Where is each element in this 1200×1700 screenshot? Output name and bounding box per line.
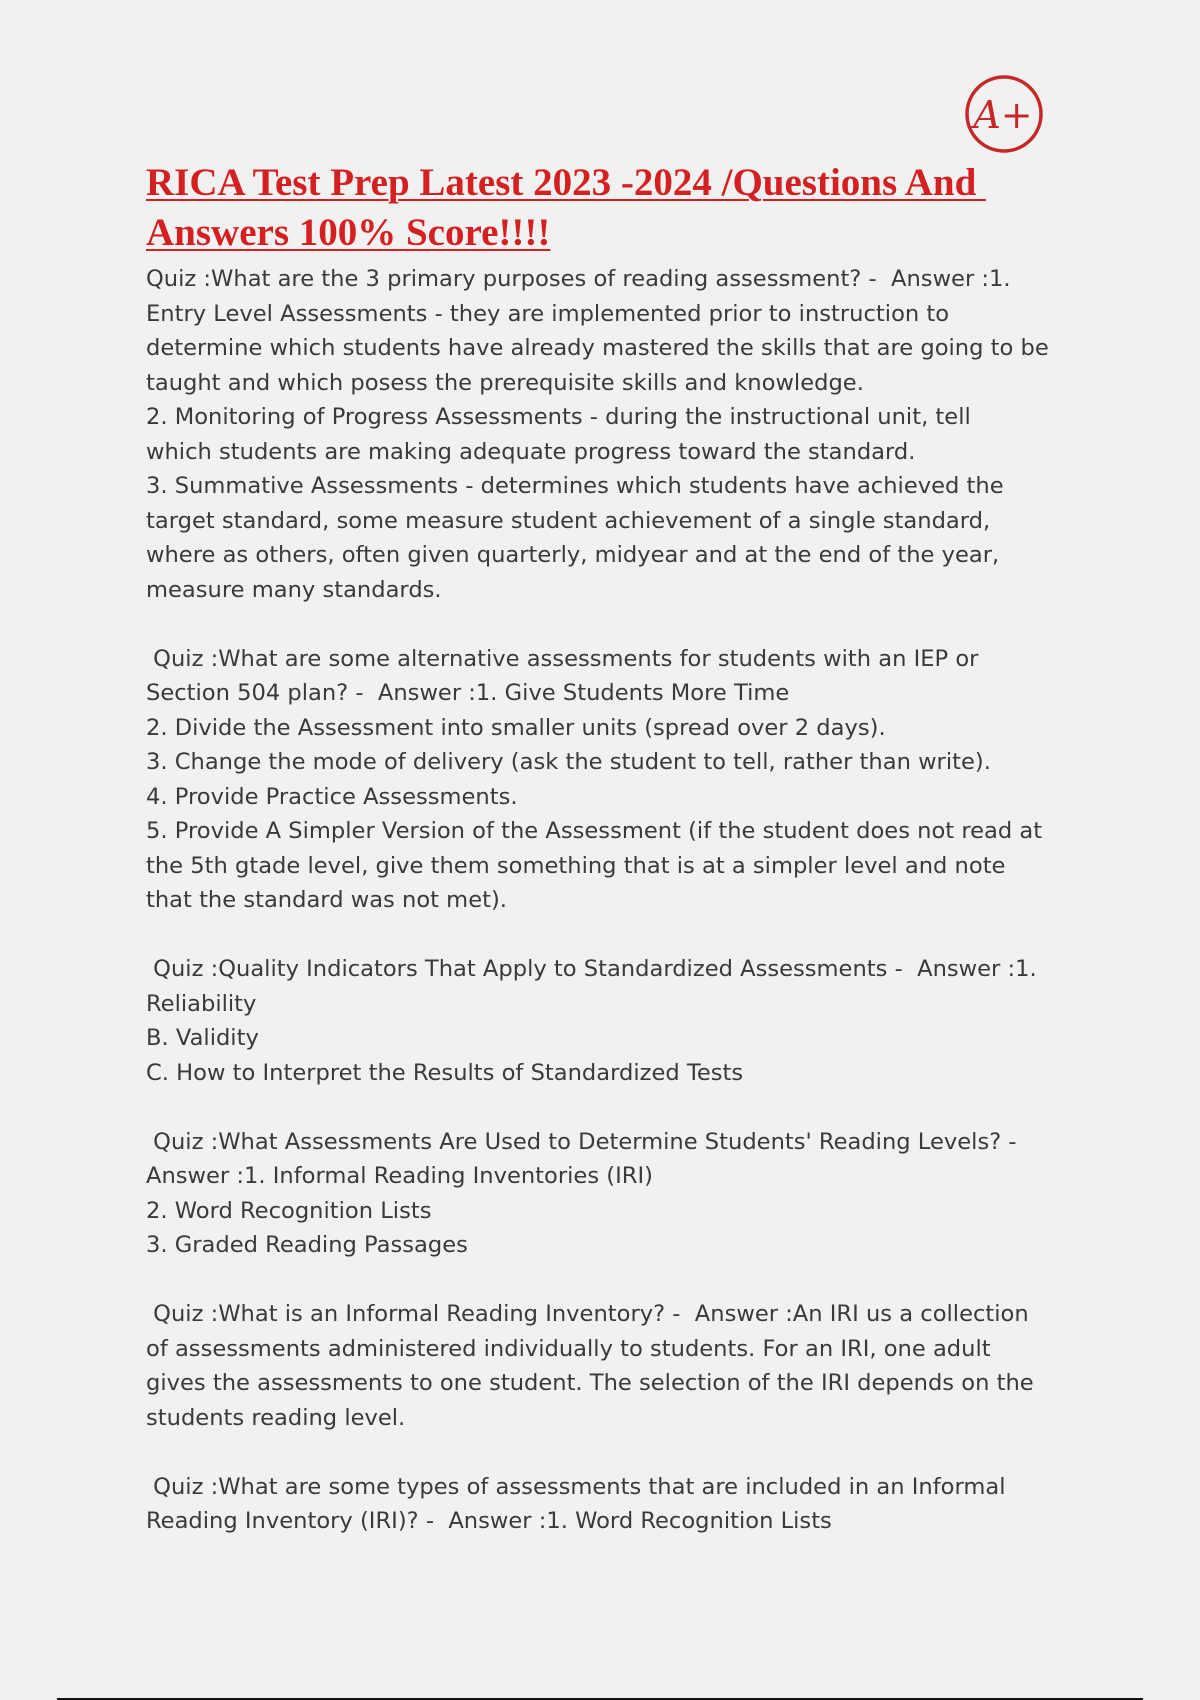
text-line: 3. Change the mode of delivery (ask the student to tell, rather than write).: [146, 749, 991, 775]
text-line: 2. Monitoring of Progress Assessments - during the instructional unit, tell: [146, 404, 971, 430]
text-line: taught and which posess the prerequisite skills and knowledge.: [146, 369, 864, 396]
text-line: gives the assessments to one student. The selection of the IRI depends on the: [146, 1370, 1034, 1396]
text-line: Quiz :What are some alternative assessments for students with an IEP or: [146, 645, 979, 672]
text-line: 2. Word Recognition Lists: [146, 1197, 432, 1224]
text-line: measure many standards.: [146, 576, 442, 603]
grade-stamp-icon: [962, 72, 1046, 156]
text-line: Quiz :What are some types of assessments that are included in an Informal: [146, 1473, 1006, 1500]
text-line: target standard, some measure student achievement of a single standard,: [146, 507, 991, 534]
text-line: Quiz :Quality Indicators That Apply to Standardized Assessments - Answer :1.: [146, 956, 1037, 982]
text-line: Answer :1. Informal Reading Inventories (IRI): [146, 1163, 653, 1189]
text-line: Reliability: [146, 990, 257, 1017]
text-line: that the standard was not met).: [146, 887, 507, 913]
question-list: [146, 262, 1066, 1573]
text-line: 3. Graded Reading Passages: [146, 1232, 468, 1258]
text-line: determine which students have already mastered the skills that are going to be: [146, 335, 1049, 361]
text-line: Quiz :What is an Informal Reading Inventory? - Answer :An IRI us a collection: [146, 1301, 1029, 1327]
text-line: where as others, often given quarterly, midyear and at the end of the year,: [146, 542, 1000, 568]
question-block: [146, 262, 1066, 607]
svg-text:A+: A+: [973, 93, 1033, 137]
title-line: Answers 100% Score!!!!: [146, 211, 551, 254]
document-title: [146, 158, 1046, 258]
text-line: Reading Inventory (IRI)? - Answer :1. Word Recognition Lists: [146, 1508, 832, 1534]
text-line: of assessments administered individually to students. For an IRI, one adult: [146, 1335, 991, 1362]
text-line: 3. Summative Assessments - determines which students have achieved the: [146, 473, 1004, 499]
title-line: RICA Test Prep Latest 2023 -2024 /Questions And: [146, 161, 987, 204]
text-line: Quiz :What Assessments Are Used to Determine Students' Reading Levels? -: [146, 1128, 1017, 1155]
text-line: students reading level.: [146, 1404, 406, 1431]
question-block: [146, 952, 1066, 1090]
question-block: [146, 1470, 1066, 1539]
text-line: Section 504 plan? - Answer :1. Give Students More Time: [146, 680, 790, 706]
text-line: 4. Provide Practice Assessments.: [146, 783, 518, 810]
question-block: [146, 642, 1066, 918]
text-line: which students are making adequate progress toward the standard.: [146, 438, 916, 465]
question-block: [146, 1125, 1066, 1263]
text-line: C. How to Interpret the Results of Standardized Tests: [146, 1059, 744, 1086]
text-line: 2. Divide the Assessment into smaller units (spread over 2 days).: [146, 714, 886, 741]
text-line: Entry Level Assessments - they are implemented prior to instruction to: [146, 300, 950, 327]
text-line: B. Validity: [146, 1025, 259, 1051]
text-line: Quiz :What are the 3 primary purposes of reading assessment? - Answer :1.: [146, 266, 1011, 292]
text-line: 5. Provide A Simpler Version of the Assessment (if the student does not read at: [146, 818, 1043, 844]
text-line: the 5th gtade level, give them something that is at a simpler level and note: [146, 852, 1006, 879]
question-block: [146, 1297, 1066, 1435]
